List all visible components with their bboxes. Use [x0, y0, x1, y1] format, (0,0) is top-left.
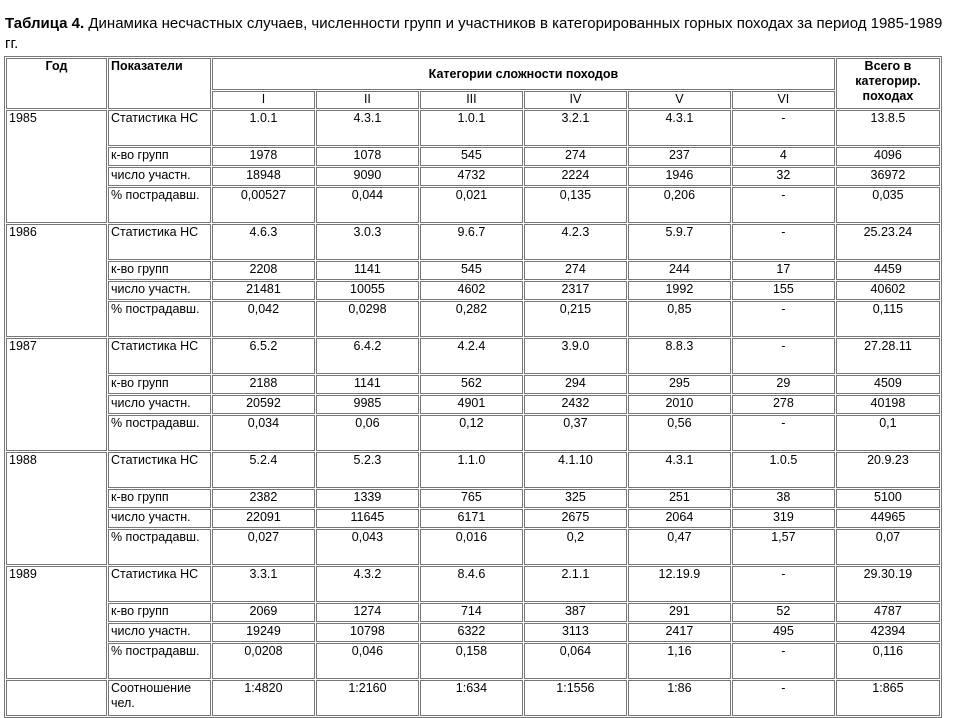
table-body: [6, 110, 940, 716]
indicator-label: число участн.: [108, 395, 211, 414]
value-cell: 2.1.1: [524, 566, 627, 602]
table-row: [6, 395, 940, 414]
value-cell: 2382: [212, 489, 315, 508]
value-cell: 251: [628, 489, 731, 508]
value-cell: 4.1.10: [524, 452, 627, 488]
total-cell: 5100: [836, 489, 940, 508]
total-cell: 0,115: [836, 301, 940, 337]
value-cell: 0,042: [212, 301, 315, 337]
total-cell: 40602: [836, 281, 940, 300]
value-cell: 295: [628, 375, 731, 394]
table-row: [6, 489, 940, 508]
value-cell: 714: [420, 603, 523, 622]
caption-label: Таблица 4.: [5, 15, 85, 32]
value-cell: 10055: [316, 281, 419, 300]
indicator-label: к-во групп: [108, 261, 211, 280]
value-cell: 0,12: [420, 415, 523, 451]
year-cell: 1989: [6, 566, 107, 679]
value-cell: 1.0.5: [732, 452, 835, 488]
value-cell: 0,043: [316, 529, 419, 565]
table-caption: [5, 14, 945, 54]
table-row: [6, 566, 940, 602]
value-cell: 278: [732, 395, 835, 414]
value-cell: 20592: [212, 395, 315, 414]
table-row: [6, 281, 940, 300]
indicator-label: число участн.: [108, 509, 211, 528]
value-cell: 9985: [316, 395, 419, 414]
indicator-label: % пострадавш.: [108, 529, 211, 565]
value-cell: 1141: [316, 375, 419, 394]
value-cell: 9090: [316, 167, 419, 186]
table-row: [6, 301, 940, 337]
value-cell: 21481: [212, 281, 315, 300]
value-cell: 4.2.3: [524, 224, 627, 260]
value-cell: 0,85: [628, 301, 731, 337]
value-cell: 4: [732, 147, 835, 166]
value-cell: 274: [524, 147, 627, 166]
value-cell: 11645: [316, 509, 419, 528]
value-cell: 237: [628, 147, 731, 166]
value-cell: 0,046: [316, 643, 419, 679]
indicator-label: число участн.: [108, 167, 211, 186]
value-cell: 4901: [420, 395, 523, 414]
indicator-label: % пострадавш.: [108, 301, 211, 337]
value-cell: 294: [524, 375, 627, 394]
table-row: [6, 187, 940, 223]
value-cell: -: [732, 643, 835, 679]
table-row: [6, 623, 940, 642]
value-cell: 3113: [524, 623, 627, 642]
year-cell: [6, 680, 107, 716]
indicator-label: Соотношение чел.: [108, 680, 211, 716]
value-cell: 0,027: [212, 529, 315, 565]
value-cell: 1078: [316, 147, 419, 166]
header-category-2: II: [316, 91, 419, 109]
total-cell: 4096: [836, 147, 940, 166]
value-cell: 8.8.3: [628, 338, 731, 374]
table-row: [6, 603, 940, 622]
value-cell: 4602: [420, 281, 523, 300]
value-cell: 0,37: [524, 415, 627, 451]
value-cell: -: [732, 301, 835, 337]
value-cell: 1:634: [420, 680, 523, 716]
indicator-label: Статистика НС: [108, 224, 211, 260]
value-cell: 1.0.1: [212, 110, 315, 146]
table-row: [6, 509, 940, 528]
year-cell: 1985: [6, 110, 107, 223]
value-cell: 38: [732, 489, 835, 508]
value-cell: 1:4820: [212, 680, 315, 716]
value-cell: 52: [732, 603, 835, 622]
value-cell: 2188: [212, 375, 315, 394]
value-cell: 0,034: [212, 415, 315, 451]
value-cell: 1.0.1: [420, 110, 523, 146]
total-cell: 40198: [836, 395, 940, 414]
value-cell: 2432: [524, 395, 627, 414]
value-cell: 6.5.2: [212, 338, 315, 374]
value-cell: 244: [628, 261, 731, 280]
value-cell: 22091: [212, 509, 315, 528]
value-cell: 6171: [420, 509, 523, 528]
indicator-label: Статистика НС: [108, 566, 211, 602]
header-total: Всего в категорир. походах: [836, 58, 940, 109]
value-cell: 3.0.3: [316, 224, 419, 260]
table-row: [6, 375, 940, 394]
table-row: [6, 452, 940, 488]
value-cell: 2224: [524, 167, 627, 186]
total-cell: 0,07: [836, 529, 940, 565]
value-cell: 495: [732, 623, 835, 642]
value-cell: 1.1.0: [420, 452, 523, 488]
table-header: [6, 58, 940, 109]
ratio-row: [6, 680, 940, 716]
value-cell: 3.9.0: [524, 338, 627, 374]
value-cell: 1992: [628, 281, 731, 300]
total-cell: 13.8.5: [836, 110, 940, 146]
table-row: [6, 261, 940, 280]
total-cell: 36972: [836, 167, 940, 186]
header-categories-title: Категории сложности походов: [212, 58, 835, 90]
total-cell: 0,1: [836, 415, 940, 451]
value-cell: 0,0298: [316, 301, 419, 337]
indicator-label: к-во групп: [108, 603, 211, 622]
table-row: [6, 224, 940, 260]
table-row: [6, 110, 940, 146]
indicator-label: к-во групп: [108, 375, 211, 394]
value-cell: 3.2.1: [524, 110, 627, 146]
value-cell: -: [732, 187, 835, 223]
value-cell: 0,215: [524, 301, 627, 337]
value-cell: 0,0208: [212, 643, 315, 679]
total-cell: 44965: [836, 509, 940, 528]
value-cell: 765: [420, 489, 523, 508]
header-indicators: Показатели: [108, 58, 211, 109]
value-cell: -: [732, 338, 835, 374]
value-cell: 5.2.3: [316, 452, 419, 488]
value-cell: 0,47: [628, 529, 731, 565]
table-row: [6, 415, 940, 451]
value-cell: 274: [524, 261, 627, 280]
value-cell: 2208: [212, 261, 315, 280]
value-cell: 0,06: [316, 415, 419, 451]
value-cell: 1946: [628, 167, 731, 186]
value-cell: 0,135: [524, 187, 627, 223]
table-row: [6, 529, 940, 565]
value-cell: 4.2.4: [420, 338, 523, 374]
value-cell: 4.3.1: [628, 452, 731, 488]
total-cell: 4787: [836, 603, 940, 622]
total-cell: 25.23.24: [836, 224, 940, 260]
value-cell: -: [732, 566, 835, 602]
value-cell: 17: [732, 261, 835, 280]
value-cell: 4.6.3: [212, 224, 315, 260]
value-cell: -: [732, 110, 835, 146]
value-cell: 325: [524, 489, 627, 508]
value-cell: 1:86: [628, 680, 731, 716]
value-cell: 1,57: [732, 529, 835, 565]
total-cell: 4509: [836, 375, 940, 394]
value-cell: 32: [732, 167, 835, 186]
value-cell: 19249: [212, 623, 315, 642]
value-cell: 2064: [628, 509, 731, 528]
value-cell: 0,064: [524, 643, 627, 679]
header-category-1: I: [212, 91, 315, 109]
value-cell: 4.3.1: [316, 110, 419, 146]
value-cell: 8.4.6: [420, 566, 523, 602]
total-cell: 0,035: [836, 187, 940, 223]
value-cell: -: [732, 680, 835, 716]
value-cell: 4.3.2: [316, 566, 419, 602]
header-category-6: VI: [732, 91, 835, 109]
value-cell: 1,16: [628, 643, 731, 679]
value-cell: 0,016: [420, 529, 523, 565]
header-year: Год: [6, 58, 107, 109]
header-category-4: IV: [524, 91, 627, 109]
total-cell: 0,116: [836, 643, 940, 679]
header-category-3: III: [420, 91, 523, 109]
header-category-5: V: [628, 91, 731, 109]
table-row: [6, 147, 940, 166]
total-cell: 27.28.11: [836, 338, 940, 374]
value-cell: 1274: [316, 603, 419, 622]
value-cell: 545: [420, 261, 523, 280]
value-cell: 3.3.1: [212, 566, 315, 602]
total-cell: 29.30.19: [836, 566, 940, 602]
total-cell: 4459: [836, 261, 940, 280]
value-cell: 2417: [628, 623, 731, 642]
value-cell: 2675: [524, 509, 627, 528]
value-cell: 1978: [212, 147, 315, 166]
total-cell: 1:865: [836, 680, 940, 716]
value-cell: 1141: [316, 261, 419, 280]
table-row: [6, 338, 940, 374]
value-cell: 2010: [628, 395, 731, 414]
value-cell: 0,021: [420, 187, 523, 223]
value-cell: 0,158: [420, 643, 523, 679]
value-cell: 0,044: [316, 187, 419, 223]
indicator-label: число участн.: [108, 623, 211, 642]
year-cell: 1987: [6, 338, 107, 451]
value-cell: 5.2.4: [212, 452, 315, 488]
indicator-label: % пострадавш.: [108, 187, 211, 223]
value-cell: 0,206: [628, 187, 731, 223]
total-cell: 42394: [836, 623, 940, 642]
indicator-label: Статистика НС: [108, 338, 211, 374]
value-cell: 562: [420, 375, 523, 394]
value-cell: 9.6.7: [420, 224, 523, 260]
value-cell: 1339: [316, 489, 419, 508]
value-cell: 545: [420, 147, 523, 166]
year-cell: 1988: [6, 452, 107, 565]
indicator-label: к-во групп: [108, 489, 211, 508]
value-cell: 12.19.9: [628, 566, 731, 602]
value-cell: 10798: [316, 623, 419, 642]
indicator-label: Статистика НС: [108, 452, 211, 488]
value-cell: 4.3.1: [628, 110, 731, 146]
value-cell: 2317: [524, 281, 627, 300]
value-cell: 319: [732, 509, 835, 528]
value-cell: 6322: [420, 623, 523, 642]
value-cell: 29: [732, 375, 835, 394]
indicator-label: число участн.: [108, 281, 211, 300]
value-cell: 0,00527: [212, 187, 315, 223]
value-cell: 0,2: [524, 529, 627, 565]
value-cell: 0,56: [628, 415, 731, 451]
value-cell: -: [732, 415, 835, 451]
year-cell: 1986: [6, 224, 107, 337]
total-cell: 20.9.23: [836, 452, 940, 488]
indicator-label: % пострадавш.: [108, 643, 211, 679]
value-cell: -: [732, 224, 835, 260]
value-cell: 4732: [420, 167, 523, 186]
value-cell: 5.9.7: [628, 224, 731, 260]
table-row: [6, 643, 940, 679]
value-cell: 387: [524, 603, 627, 622]
value-cell: 18948: [212, 167, 315, 186]
indicator-label: Статистика НС: [108, 110, 211, 146]
indicator-label: % пострадавш.: [108, 415, 211, 451]
accident-dynamics-table: [4, 56, 942, 718]
value-cell: 291: [628, 603, 731, 622]
caption-text: Динамика несчастных случаев, численности групп и участников в категорированных горных походах за период 1985-1989 гг.: [5, 15, 943, 52]
indicator-label: к-во групп: [108, 147, 211, 166]
value-cell: 0,282: [420, 301, 523, 337]
value-cell: 2069: [212, 603, 315, 622]
value-cell: 1:1556: [524, 680, 627, 716]
table-row: [6, 167, 940, 186]
value-cell: 155: [732, 281, 835, 300]
value-cell: 1:2160: [316, 680, 419, 716]
value-cell: 6.4.2: [316, 338, 419, 374]
